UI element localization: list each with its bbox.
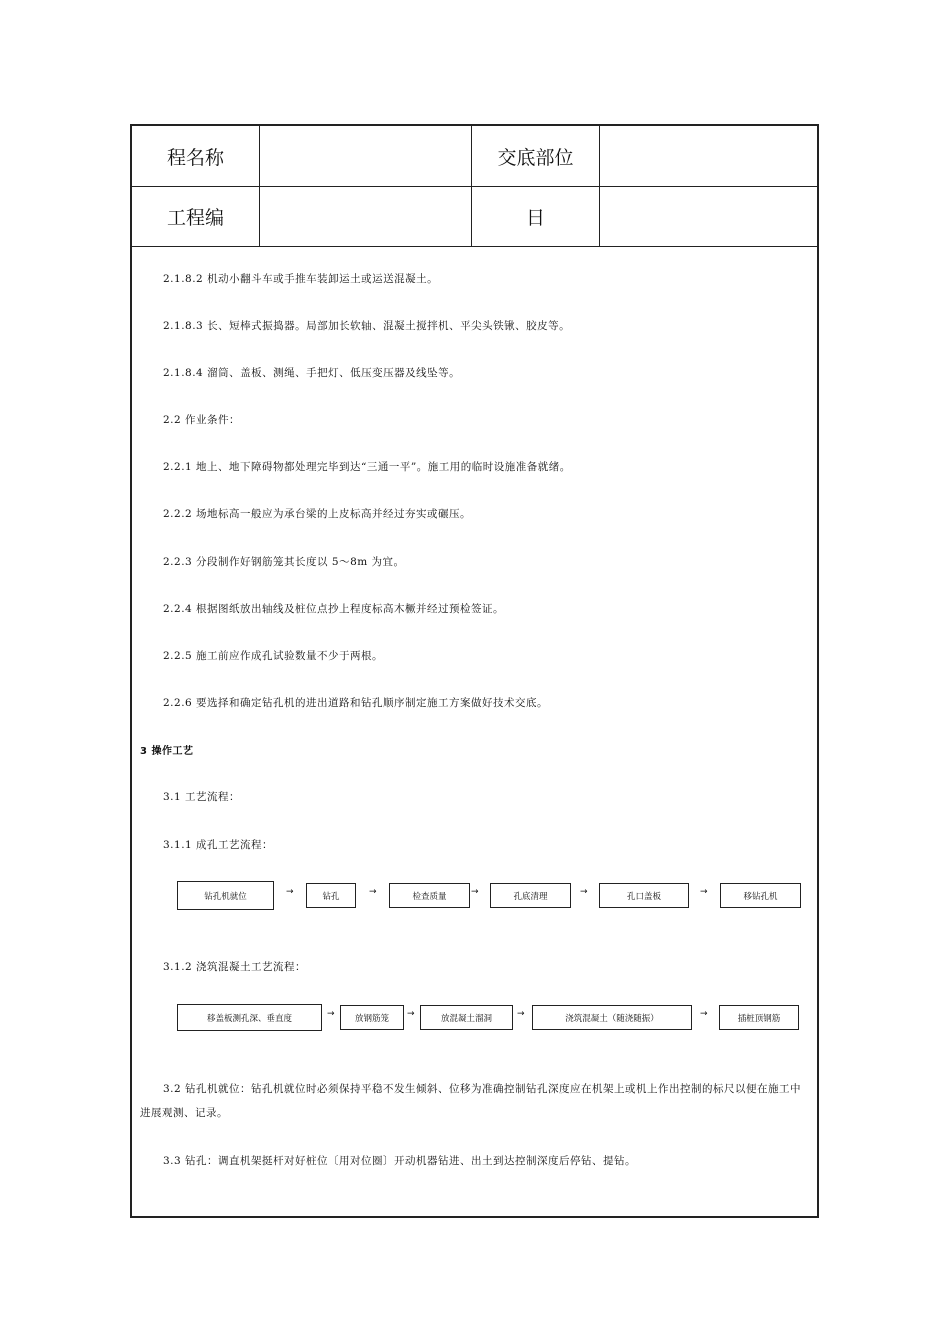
date-label: 日 xyxy=(472,186,600,246)
text-line-2-2: 2.2 作业条件： xyxy=(163,414,241,426)
handover-location-label: 交底部位 xyxy=(472,126,600,186)
text-line-2-2-4: 2.2.4 根据图纸放出轴线及桩位点抄上程度标高木橛并经过预检签证。 xyxy=(163,603,505,615)
flow2-step-1: 移盖板测孔深、垂直度 xyxy=(177,1004,322,1031)
flow1-step-5: 孔口盖板 xyxy=(599,883,689,908)
text-line-3-1-1: 3.1.1 成孔工艺流程： xyxy=(163,839,274,851)
text-line-3-2: 3.2 钻孔机就位：钻孔机就位时必须保持平稳不发生倾斜、位移为准确控制钻孔深度应在机架上或机上作出控制的标尺以便在施工中 xyxy=(163,1083,802,1095)
text-line-2-1-8-4: 2.1.8.4 溜筒、盖板、测绳、手把灯、低压变压器及线坠等。 xyxy=(163,367,461,379)
project-code-label: 工程编 xyxy=(132,186,260,246)
header-row-2 xyxy=(132,186,817,247)
text-line-2-2-1: 2.2.1 地上、地下障碍物都处理完毕到达“三通一平”。施工用的临时设施准备就绪。 xyxy=(163,461,571,473)
flow1-step-1: 钻孔机就位 xyxy=(177,881,274,910)
flow2-step-3: 放混凝土溜洞 xyxy=(420,1005,513,1030)
flow1-step-4: 孔底清理 xyxy=(490,883,571,908)
flow1-arrow-4: → xyxy=(580,887,588,897)
flow2-step-4: 浇筑混凝土（随浇随振） xyxy=(532,1005,692,1030)
text-line-2-1-8-3: 2.1.8.3 长、短棒式振捣器。局部加长软轴、混凝土搅拌机、平尖头铁锹、胶皮等。 xyxy=(163,320,571,332)
text-line-2-2-5: 2.2.5 施工前应作成孔试验数量不少于两根。 xyxy=(163,650,384,662)
flow1-arrow-2: → xyxy=(369,887,377,897)
date-value[interactable] xyxy=(600,186,819,246)
text-line-3-1: 3.1 工艺流程： xyxy=(163,791,241,803)
flow1-arrow-5: → xyxy=(700,887,708,897)
flow2-step-2: 放钢筋笼 xyxy=(340,1005,404,1030)
text-line-3-1-2: 3.1.2 浇筑混凝土工艺流程： xyxy=(163,961,307,973)
project-name-label: 程名称 xyxy=(132,126,260,186)
text-line-3-3: 3.3 钻孔：调直机架挺杆对好桩位〔用对位圈〕开动机器钻进、出土到达控制深度后停钻、提钻。 xyxy=(163,1155,637,1167)
flow1-arrow-3: → xyxy=(471,887,479,897)
flow2-arrow-4: → xyxy=(700,1009,708,1019)
text-line-2-2-3: 2.2.3 分段制作好钢筋笼其长度以 5～8m 为宜。 xyxy=(163,556,405,568)
handover-location-value[interactable] xyxy=(600,126,819,186)
flow2-step-5: 插桩顶钢筋 xyxy=(719,1005,799,1030)
document-frame xyxy=(130,124,819,1218)
section-heading-3: 3 操作工艺 xyxy=(140,746,194,757)
flow2-arrow-3: → xyxy=(517,1009,525,1019)
flow2-arrow-1: → xyxy=(327,1009,335,1019)
project-name-value[interactable] xyxy=(260,126,472,186)
flow1-step-6: 移钻孔机 xyxy=(720,883,801,908)
flow1-arrow-1: → xyxy=(286,887,294,897)
text-line-2-2-6: 2.2.6 要选择和确定钻孔机的进出道路和钻孔顺序制定施工方案做好技术交底。 xyxy=(163,697,549,709)
flow1-step-2: 钻孔 xyxy=(306,883,356,908)
flow1-step-3: 检查质量 xyxy=(389,883,470,908)
header-row-1 xyxy=(132,126,817,187)
flow2-arrow-2: → xyxy=(407,1009,415,1019)
text-line-2-2-2: 2.2.2 场地标高一般应为承台梁的上皮标高并经过夯实或碾压。 xyxy=(163,508,472,520)
text-line-2-1-8-2: 2.1.8.2 机动小翻斗车或手推车装卸运土或运送混凝土。 xyxy=(163,273,439,285)
project-code-value[interactable] xyxy=(260,186,472,246)
text-line-3-2-cont: 进展观测、记录。 xyxy=(140,1107,228,1119)
